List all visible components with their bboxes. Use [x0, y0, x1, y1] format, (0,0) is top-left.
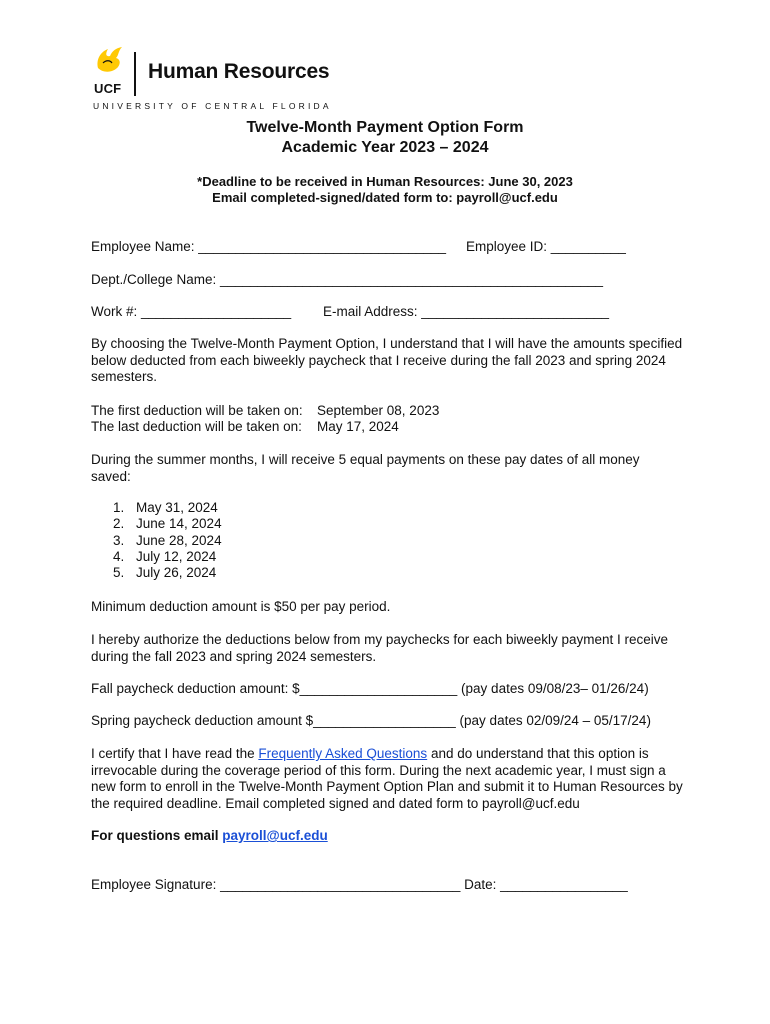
first-deduction-label: The first deduction will be taken on:: [91, 403, 303, 418]
list-item: 4. July 12, 2024: [113, 548, 217, 564]
authorize-paragraph: I hereby authorize the deductions below from my paychecks for each biweekly payment I receive during the fall 2023 and spring 2024 semesters.: [91, 632, 669, 664]
first-deduction-date: September 08, 2023: [317, 403, 440, 418]
list-item: 3. June 28, 2024: [113, 532, 222, 548]
list-item: 5. July 26, 2024: [113, 565, 217, 581]
list-item: 1. May 31, 2024: [113, 500, 218, 515]
spring-deduction-field[interactable]: Spring paycheck deduction amount $___________________ (pay dates 02/09/24 – 05/17/24): [91, 713, 651, 728]
faq-link[interactable]: Frequently Asked Questions: [258, 746, 428, 761]
academic-year: Academic Year 2023 – 2024: [281, 139, 489, 156]
university-name: UNIVERSITY OF CENTRAL FLORIDA: [93, 101, 332, 111]
ucf-logo-text: UCF: [94, 81, 122, 96]
deadline-notice: *Deadline to be received in Human Resources: June 30, 2023: [197, 174, 573, 189]
certify-paragraph: I certify that I have read the Frequently Asked Questions and do understand that this option is irrevocable during the coverage period of this form. During the next academic year, I must sign a new form to enroll in the Twelve-Month Payment Option Plan and submit it to Human Resources by the required deadline. Email completed signed and dated form to payroll@ucf.edu: [91, 746, 683, 811]
email-address-field[interactable]: E-mail Address: _________________________: [323, 304, 609, 319]
fall-deduction-field[interactable]: Fall paycheck deduction amount: $_____________________ (pay dates 09/08/23– 01/26/24): [91, 681, 649, 696]
form-title: Twelve-Month Payment Option Form: [246, 119, 524, 136]
employee-id-field[interactable]: Employee ID: __________: [466, 239, 626, 254]
last-deduction-label: The last deduction will be taken on:: [91, 419, 302, 434]
dept-college-field[interactable]: Dept./College Name: ___________________________________________________: [91, 272, 603, 287]
work-number-field[interactable]: Work #: ____________________: [91, 304, 292, 319]
summer-paragraph: During the summer months, I will receive 5 equal payments on these pay dates of all money saved:: [91, 452, 640, 484]
department-title: Human Resources: [148, 60, 330, 83]
pegasus-logo-icon: [94, 46, 124, 80]
questions-line: For questions email payroll@ucf.edu: [91, 828, 328, 843]
payroll-email-link[interactable]: payroll@ucf.edu: [222, 828, 328, 843]
logo-divider: [134, 52, 136, 96]
last-deduction-date: May 17, 2024: [317, 419, 399, 434]
minimum-deduction-note: Minimum deduction amount is $50 per pay period.: [91, 599, 391, 614]
summer-pay-dates-list: [91, 500, 222, 581]
employee-name-field[interactable]: Employee Name: _________________________________: [91, 239, 447, 254]
email-instruction: Email completed-signed/dated form to: payroll@ucf.edu: [212, 190, 558, 205]
signature-date-field[interactable]: Employee Signature: ________________________________ Date: _________________: [91, 877, 628, 892]
intro-paragraph: By choosing the Twelve-Month Payment Option, I understand that I will have the amounts specified below deducted from each biweekly paycheck that I receive during the fall 2023 and spring 2024 semesters.: [91, 336, 683, 384]
list-item: 2. June 14, 2024: [113, 516, 222, 532]
